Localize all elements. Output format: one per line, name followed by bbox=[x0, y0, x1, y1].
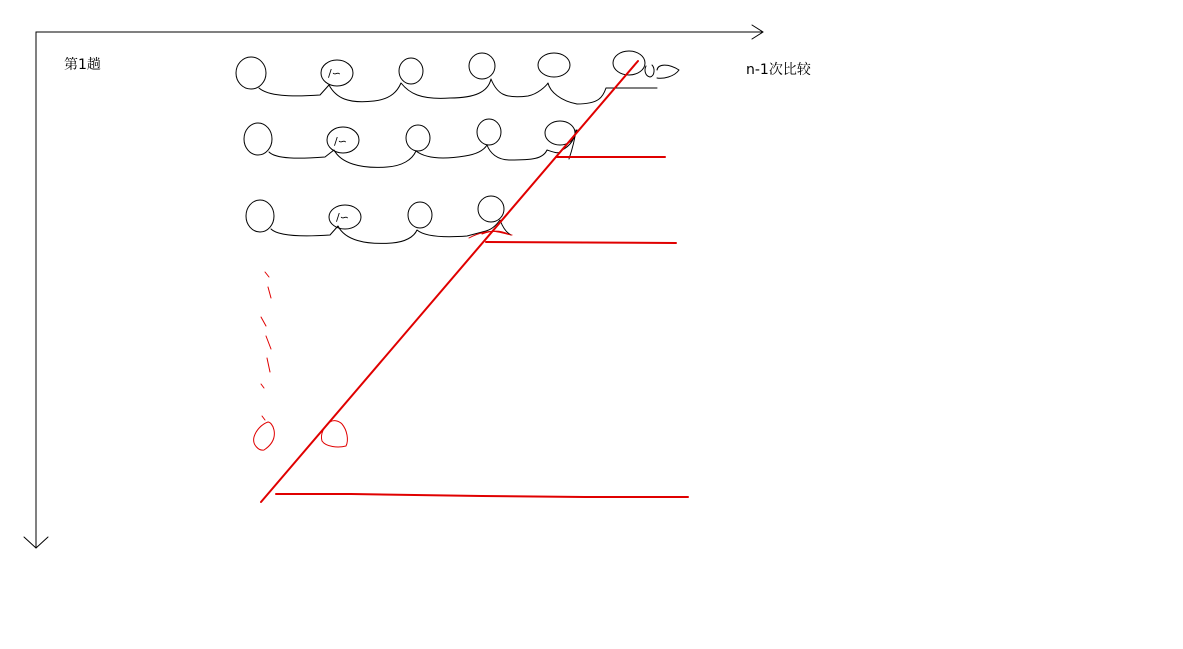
axes bbox=[24, 25, 763, 548]
bubble bbox=[246, 200, 274, 232]
bubble-row-2 bbox=[244, 119, 577, 167]
swap-arcs bbox=[259, 79, 657, 104]
row-3-boundary bbox=[486, 242, 676, 243]
pass-label: 第1趟 bbox=[64, 57, 101, 73]
final-bubble-2 bbox=[321, 421, 347, 447]
bottom-boundary bbox=[276, 494, 688, 497]
comparison-count-label: n-1次比较 bbox=[746, 62, 811, 78]
swap-arcs bbox=[269, 130, 577, 167]
bubble-mark: /∽ bbox=[334, 135, 347, 148]
bubble bbox=[478, 196, 504, 222]
bubble bbox=[236, 57, 266, 89]
bubble bbox=[244, 123, 272, 155]
bubble bbox=[408, 202, 432, 228]
bubble bbox=[406, 125, 430, 151]
bubble bbox=[477, 119, 501, 145]
comparison-lines bbox=[261, 61, 688, 502]
swap-arcs bbox=[271, 220, 511, 243]
bubble-row-1 bbox=[236, 51, 679, 104]
partial-bubble bbox=[657, 65, 679, 78]
final-bubble-1 bbox=[254, 422, 275, 450]
final-bubbles bbox=[254, 421, 348, 450]
partial-bubble bbox=[645, 65, 654, 77]
bubble-marks bbox=[328, 67, 349, 224]
diagonal-boundary bbox=[261, 61, 638, 502]
bubble bbox=[538, 53, 570, 77]
bubble-mark: /∽ bbox=[336, 211, 349, 224]
continuation-dashes bbox=[261, 272, 271, 420]
bubble-mark: /∽ bbox=[328, 67, 341, 80]
bubble bbox=[469, 53, 495, 79]
bubble bbox=[399, 58, 423, 84]
